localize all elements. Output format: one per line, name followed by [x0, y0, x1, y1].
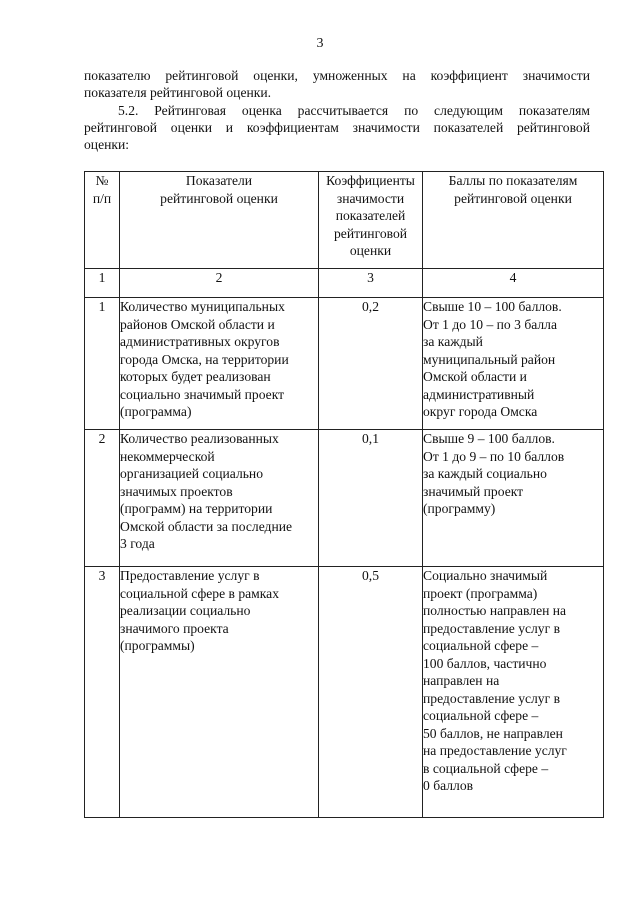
points-cell [423, 430, 604, 567]
header-text: Коэффициенты [326, 173, 415, 188]
cell-line: направлен на [423, 673, 500, 688]
cell-line: организацией социально [120, 466, 263, 481]
indicator-cell [120, 430, 319, 567]
table-header-row [85, 172, 604, 269]
cell-line: (программа) [120, 404, 192, 419]
cell-line: 0 баллов [423, 778, 474, 793]
cell-line: которых будет реализован [120, 369, 271, 384]
cell-line: значимого проекта [120, 620, 229, 636]
cell-line: значимый проект [423, 483, 524, 499]
cell-line: в социальной сфере – [423, 760, 549, 776]
cell-line: социальной сфере в рамках [120, 585, 280, 601]
row-number: 3 [85, 567, 120, 818]
cell-line: Омской области за последние [120, 518, 293, 534]
cell-line: проект (программа) [423, 585, 538, 601]
header-text: оценки [349, 243, 392, 258]
text-line: 5.2. Рейтинговая оценка рассчитывается по следующим показателям [118, 103, 590, 118]
cell-line: социальной сфере – [423, 708, 539, 723]
table-row [85, 430, 604, 567]
header-text: значимости [336, 190, 405, 206]
header-text: рейтинговой оценки [454, 190, 572, 206]
cell-line: районов Омской области и [120, 316, 275, 332]
column-number: 1 [85, 269, 120, 298]
cell-line: 100 баллов, частично [423, 655, 547, 671]
header-text: показателей [335, 208, 406, 223]
header-cell-indicator [120, 172, 319, 269]
cell-line: Социально значимый [423, 568, 548, 583]
rating-indicators-table [84, 171, 604, 818]
cell-line: некоммерческой [120, 448, 215, 464]
coefficient-cell: 0,5 [319, 567, 423, 818]
cell-line: От 1 до 9 – по 10 баллов [423, 448, 565, 464]
text-line: рейтинговой оценки и коэффициентам значимости показателей рейтинговой [84, 120, 590, 135]
cell-line: реализации социально [120, 603, 251, 618]
cell-line: (программу) [423, 501, 496, 516]
cell-line: административных округов [120, 334, 280, 349]
text-line: показателя рейтинговой оценки. [84, 85, 272, 100]
cell-line: муниципальный район [423, 351, 556, 367]
cell-line: на предоставление услуг [423, 743, 567, 758]
text-line: показателю рейтинговой оценки, умноженных на коэффициент значимости [84, 68, 590, 83]
column-number: 4 [423, 269, 604, 298]
cell-line: Количество муниципальных [120, 299, 285, 314]
paragraph-continuation [84, 67, 590, 101]
cell-line: полностью направлен на [423, 603, 567, 618]
cell-line: Омской области и [423, 369, 527, 384]
cell-line: социальной сфере – [423, 638, 539, 653]
row-number: 2 [85, 430, 120, 567]
indicator-cell [120, 298, 319, 430]
cell-line: Свыше 9 – 100 баллов. [423, 431, 555, 446]
column-number-row [85, 269, 604, 298]
cell-line: значимых проектов [120, 483, 233, 499]
header-cell-coefficient [319, 172, 423, 269]
cell-line: (программ) на территории [120, 501, 273, 516]
cell-line: за каждый [423, 334, 483, 349]
column-number: 3 [319, 269, 423, 298]
cell-line: 50 баллов, не направлен [423, 725, 563, 741]
text-line: оценки: [84, 137, 130, 152]
cell-line: От 1 до 10 – по 3 балла [423, 316, 557, 332]
points-cell [423, 567, 604, 818]
header-text: Баллы по показателям [448, 173, 578, 188]
header-cell-points [423, 172, 604, 269]
cell-line: Количество реализованных [120, 431, 279, 446]
row-number: 1 [85, 298, 120, 430]
column-number: 2 [120, 269, 319, 298]
cell-line: округ города Омска [423, 404, 538, 419]
cell-line: Свыше 10 – 100 баллов. [423, 299, 562, 314]
header-text: п/п [92, 190, 112, 206]
cell-line: за каждый социально [423, 466, 547, 481]
cell-line: (программы) [120, 638, 195, 653]
header-text: Показатели [185, 173, 253, 188]
header-text: рейтинговой оценки [160, 190, 278, 206]
cell-line: 3 года [120, 536, 155, 551]
header-cell-number [85, 172, 120, 269]
cell-line: предоставление услуг в [423, 620, 560, 636]
header-text: рейтинговой [333, 225, 408, 241]
cell-line: предоставление услуг в [423, 690, 560, 706]
table-row [85, 567, 604, 818]
cell-line: социально значимый проект [120, 386, 285, 402]
coefficient-cell: 0,2 [319, 298, 423, 430]
table-row [85, 298, 604, 430]
cell-line: административный [423, 386, 535, 402]
paragraph-5-2 [84, 102, 590, 153]
page-number: 3 [316, 36, 324, 51]
cell-line: Предоставление услуг в [120, 568, 260, 583]
points-cell [423, 298, 604, 430]
coefficient-cell: 0,1 [319, 430, 423, 567]
indicator-cell [120, 567, 319, 818]
header-text: № [95, 173, 109, 188]
cell-line: города Омска, на территории [120, 351, 289, 367]
